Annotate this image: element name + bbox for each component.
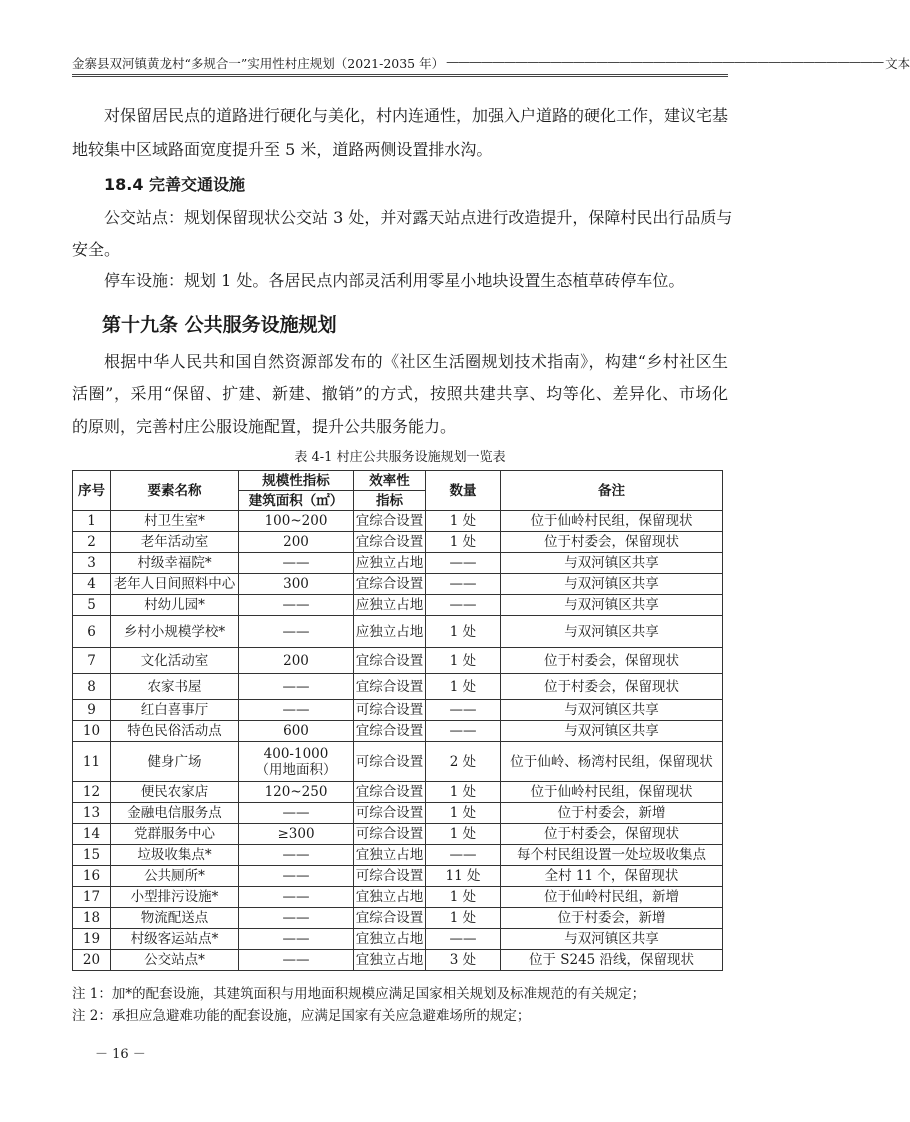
- cell-floor-area: ——: [239, 553, 354, 574]
- cell-no: 14: [73, 824, 111, 845]
- cell-quantity: ——: [426, 845, 501, 866]
- cell-efficiency: 宜综合设置: [354, 511, 426, 532]
- article-heading-19: 第十九条 公共服务设施规划: [102, 314, 337, 336]
- cell-name: 物流配送点: [111, 908, 239, 929]
- cell-no: 16: [73, 866, 111, 887]
- cell-note: 位于仙岭村民组，新增: [501, 887, 723, 908]
- table-row: [73, 532, 723, 553]
- col-header-scale: 规模性指标: [239, 471, 354, 491]
- cell-no: 8: [73, 674, 111, 700]
- cell-quantity: 1 处: [426, 782, 501, 803]
- cell-note: 位于 S245 沿线，保留现状: [501, 950, 723, 971]
- cell-name: 小型排污设施*: [111, 887, 239, 908]
- cell-no: 11: [73, 742, 111, 782]
- cell-quantity: 1 处: [426, 511, 501, 532]
- table-row: [73, 824, 723, 845]
- cell-note: 位于村委会，保留现状: [501, 674, 723, 700]
- cell-note: 与双河镇区共享: [501, 553, 723, 574]
- cell-efficiency: 宜综合设置: [354, 532, 426, 553]
- cell-note: 位于村委会，保留现状: [501, 824, 723, 845]
- cell-name: 老年活动室: [111, 532, 239, 553]
- cell-floor-area: ——: [239, 595, 354, 616]
- header-dashes: ——————————————————————————————————————: [446, 54, 884, 69]
- cell-note: 与双河镇区共享: [501, 595, 723, 616]
- cell-efficiency: 可综合设置: [354, 700, 426, 721]
- table-row: [73, 929, 723, 950]
- cell-name: 公交站点*: [111, 950, 239, 971]
- cell-name: 便民农家店: [111, 782, 239, 803]
- cell-floor-area: ——: [239, 616, 354, 648]
- table-note-1: 注 1：加*的配套设施，其建筑面积与用地面积规模应满足国家相关规划及标准规范的有关规定；: [72, 986, 646, 1002]
- table-row: [73, 595, 723, 616]
- paragraph-line: 对保留居民点的道路进行硬化与美化，村内连通性，加强入户道路的硬化工作，建议宅基: [104, 106, 729, 125]
- cell-name: 乡村小规模学校*: [111, 616, 239, 648]
- cell-name: 党群服务中心: [111, 824, 239, 845]
- cell-quantity: 1 处: [426, 674, 501, 700]
- cell-note: 每个村民组设置一处垃圾收集点: [501, 845, 723, 866]
- cell-floor-area: 300: [239, 574, 354, 595]
- cell-no: 19: [73, 929, 111, 950]
- table-row: [73, 803, 723, 824]
- cell-efficiency: 宜综合设置: [354, 648, 426, 674]
- table-row: [73, 616, 723, 648]
- cell-name: 金融电信服务点: [111, 803, 239, 824]
- cell-no: 9: [73, 700, 111, 721]
- cell-floor-area: ——: [239, 803, 354, 824]
- col-header-indicator: 指标: [354, 491, 426, 511]
- cell-efficiency: 可综合设置: [354, 824, 426, 845]
- cell-note: 全村 11 个，保留现状: [501, 866, 723, 887]
- cell-no: 7: [73, 648, 111, 674]
- cell-name: 垃圾收集点*: [111, 845, 239, 866]
- cell-no: 5: [73, 595, 111, 616]
- col-header-floor-area: 建筑面积（㎡）: [239, 491, 354, 511]
- cell-name: 特色民俗活动点: [111, 721, 239, 742]
- cell-no: 12: [73, 782, 111, 803]
- cell-no: 20: [73, 950, 111, 971]
- cell-note: 与双河镇区共享: [501, 929, 723, 950]
- table-row: [73, 950, 723, 971]
- cell-floor-area: 200: [239, 648, 354, 674]
- table-caption: 表 4-1 村庄公共服务设施规划一览表: [294, 450, 506, 465]
- cell-floor-area: ≥300: [239, 824, 354, 845]
- cell-efficiency: 宜综合设置: [354, 574, 426, 595]
- table-note-2: 注 2：承担应急避难功能的配套设施，应满足国家有关应急避难场所的规定；: [72, 1008, 531, 1024]
- cell-floor-area: 400-1000 （用地面积）: [239, 742, 354, 782]
- cell-floor-area: ——: [239, 700, 354, 721]
- cell-efficiency: 可综合设置: [354, 742, 426, 782]
- cell-note: 位于村委会，保留现状: [501, 648, 723, 674]
- cell-name: 老年人日间照料中心: [111, 574, 239, 595]
- cell-name: 健身广场: [111, 742, 239, 782]
- cell-no: 15: [73, 845, 111, 866]
- paragraph-line: 公交站点：规划保留现状公交站 3 处，并对露天站点进行改造提升，保障村民出行品质与: [104, 208, 733, 227]
- table-row: [73, 845, 723, 866]
- cell-name: 红白喜事厅: [111, 700, 239, 721]
- cell-note: 位于村委会，新增: [501, 908, 723, 929]
- cell-quantity: ——: [426, 595, 501, 616]
- table-row: [73, 866, 723, 887]
- cell-floor-area: 100~200: [239, 511, 354, 532]
- cell-no: 10: [73, 721, 111, 742]
- cell-efficiency: 宜综合设置: [354, 782, 426, 803]
- paragraph-line: 地较集中区域路面宽度提升至 5 米，道路两侧设置排水沟。: [72, 140, 493, 159]
- cell-quantity: 1 处: [426, 648, 501, 674]
- paragraph-line: 停车设施：规划 1 处。各居民点内部灵活利用零星小地块设置生态植草砖停车位。: [104, 271, 685, 290]
- cell-quantity: ——: [426, 721, 501, 742]
- cell-note: 与双河镇区共享: [501, 721, 723, 742]
- cell-name: 村级客运站点*: [111, 929, 239, 950]
- cell-name: 村幼儿园*: [111, 595, 239, 616]
- table-row: [73, 887, 723, 908]
- col-header-efficiency: 效率性: [354, 471, 426, 491]
- cell-quantity: ——: [426, 929, 501, 950]
- cell-efficiency: 应独立占地: [354, 553, 426, 574]
- page-number: － 16 －: [95, 1047, 146, 1062]
- table-row: [73, 782, 723, 803]
- cell-efficiency: 宜综合设置: [354, 721, 426, 742]
- cell-quantity: 3 处: [426, 950, 501, 971]
- cell-no: 1: [73, 511, 111, 532]
- table-row: [73, 648, 723, 674]
- cell-note: 位于仙岭村民组，保留现状: [501, 511, 723, 532]
- cell-efficiency: 应独立占地: [354, 616, 426, 648]
- cell-name: 公共厕所*: [111, 866, 239, 887]
- cell-name: 文化活动室: [111, 648, 239, 674]
- cell-efficiency: 应独立占地: [354, 595, 426, 616]
- cell-quantity: 1 处: [426, 532, 501, 553]
- cell-no: 13: [73, 803, 111, 824]
- cell-quantity: ——: [426, 553, 501, 574]
- header-section: 文本: [885, 56, 910, 71]
- cell-efficiency: 可综合设置: [354, 866, 426, 887]
- table-row: [73, 574, 723, 595]
- table-row: [73, 721, 723, 742]
- col-header-no: 序号: [73, 471, 111, 511]
- cell-floor-area: ——: [239, 950, 354, 971]
- table-row: [73, 700, 723, 721]
- cell-note: 与双河镇区共享: [501, 616, 723, 648]
- table-row: [73, 674, 723, 700]
- cell-efficiency: 宜独立占地: [354, 887, 426, 908]
- col-header-quantity: 数量: [426, 471, 501, 511]
- cell-efficiency: 宜综合设置: [354, 908, 426, 929]
- cell-no: 18: [73, 908, 111, 929]
- cell-quantity: ——: [426, 700, 501, 721]
- cell-efficiency: 宜独立占地: [354, 929, 426, 950]
- col-header-note: 备注: [501, 471, 723, 511]
- cell-floor-area: 600: [239, 721, 354, 742]
- cell-quantity: ——: [426, 574, 501, 595]
- cell-note: 与双河镇区共享: [501, 700, 723, 721]
- cell-note: 位于仙岭村民组，保留现状: [501, 782, 723, 803]
- table-row: [73, 511, 723, 532]
- cell-efficiency: 可综合设置: [354, 803, 426, 824]
- cell-name: 村级幸福院*: [111, 553, 239, 574]
- cell-quantity: 1 处: [426, 824, 501, 845]
- cell-floor-area: 120~250: [239, 782, 354, 803]
- cell-no: 6: [73, 616, 111, 648]
- cell-floor-area: ——: [239, 929, 354, 950]
- col-header-name: 要素名称: [111, 471, 239, 511]
- cell-name: 农家书屋: [111, 674, 239, 700]
- facilities-table: [72, 470, 723, 971]
- cell-no: 3: [73, 553, 111, 574]
- cell-quantity: 1 处: [426, 616, 501, 648]
- cell-floor-area: ——: [239, 887, 354, 908]
- cell-floor-area: ——: [239, 674, 354, 700]
- cell-floor-area: ——: [239, 908, 354, 929]
- cell-note: 位于村委会，保留现状: [501, 532, 723, 553]
- cell-note: 位于仙岭、杨湾村民组，保留现状: [501, 742, 723, 782]
- cell-quantity: 1 处: [426, 803, 501, 824]
- cell-no: 17: [73, 887, 111, 908]
- cell-efficiency: 宜独立占地: [354, 845, 426, 866]
- cell-quantity: 1 处: [426, 887, 501, 908]
- paragraph-line: 安全。: [72, 240, 121, 259]
- cell-efficiency: 宜综合设置: [354, 674, 426, 700]
- table-row: [73, 553, 723, 574]
- cell-efficiency: 宜独立占地: [354, 950, 426, 971]
- cell-name: 村卫生室*: [111, 511, 239, 532]
- cell-floor-area: 200: [239, 532, 354, 553]
- cell-quantity: 2 处: [426, 742, 501, 782]
- paragraph-line: 活圈”，采用“保留、扩建、新建、撤销”的方式，按照共建共享、均等化、差异化、市场化: [72, 384, 728, 403]
- cell-no: 4: [73, 574, 111, 595]
- cell-quantity: 11 处: [426, 866, 501, 887]
- running-header: [72, 54, 910, 77]
- table-row: [73, 742, 723, 782]
- cell-no: 2: [73, 532, 111, 553]
- cell-floor-area: ——: [239, 866, 354, 887]
- header-title: 金寨县双河镇黄龙村“多规合一”实用性村庄规划（2021-2035 年）: [72, 56, 445, 71]
- table-row: [73, 908, 723, 929]
- section-heading-18-4: 18.4 完善交通设施: [104, 175, 246, 194]
- cell-floor-area: ——: [239, 845, 354, 866]
- cell-note: 与双河镇区共享: [501, 574, 723, 595]
- paragraph-line: 的原则，完善村庄公服设施配置，提升公共服务能力。: [72, 417, 457, 436]
- paragraph-line: 根据中华人民共和国自然资源部发布的《社区生活圈规划技术指南》，构建“乡村社区生: [104, 352, 728, 371]
- cell-note: 位于村委会，新增: [501, 803, 723, 824]
- cell-quantity: 1 处: [426, 908, 501, 929]
